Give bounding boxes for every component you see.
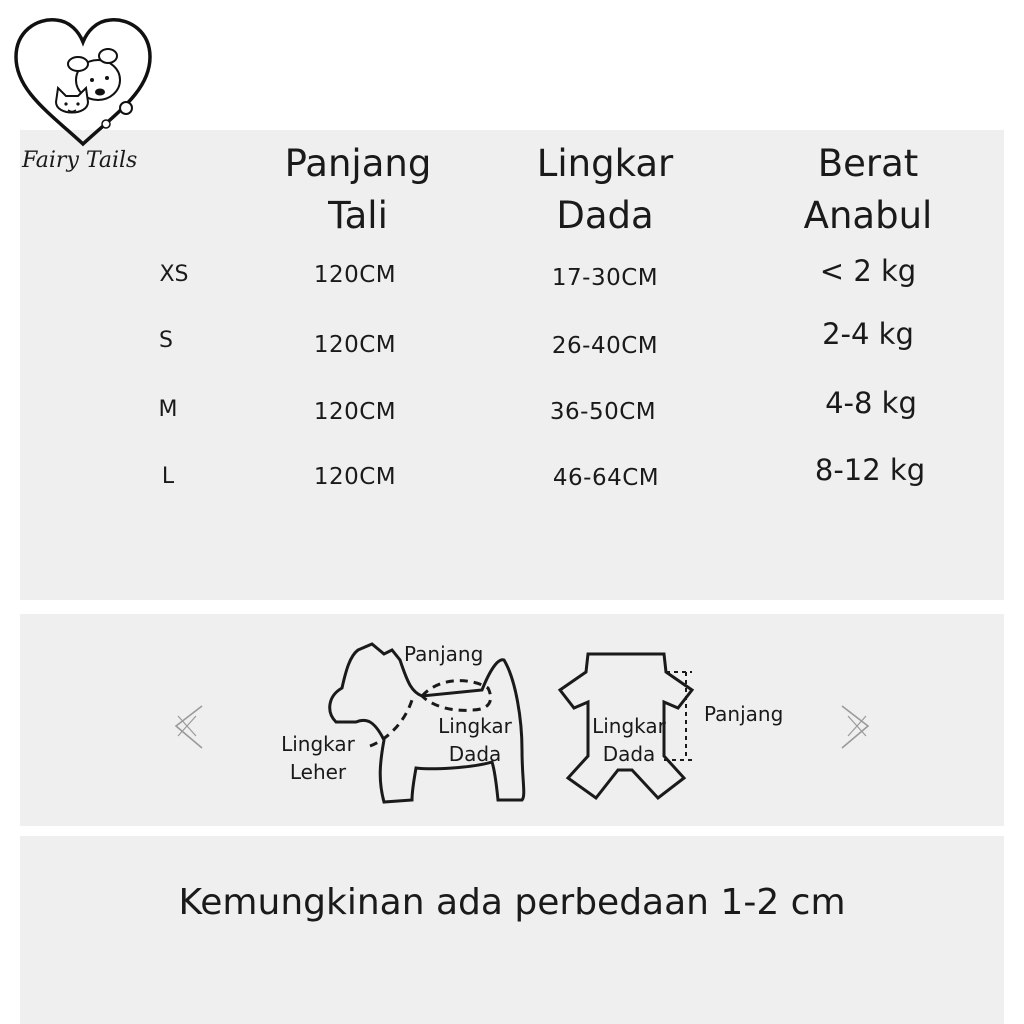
garment-chest-label-line2: Dada	[602, 742, 656, 766]
chest-value: 36-50CM	[549, 399, 657, 425]
heart-dog-cat-logo-icon	[8, 12, 158, 152]
size-label: M	[158, 397, 178, 422]
dog-neck-label	[276, 730, 360, 786]
dog-chest-label	[432, 712, 518, 768]
header-chest	[485, 138, 725, 242]
weight-value: < 2 kg	[819, 254, 917, 288]
header-weight-line2: Anabul	[803, 194, 933, 237]
weight-value: 4-8 kg	[825, 386, 917, 420]
chevron-left-icon[interactable]	[168, 702, 208, 752]
chest-value: 46-64CM	[552, 465, 660, 491]
header-length	[238, 138, 478, 242]
dog-length-label: Panjang	[404, 642, 484, 666]
chest-value: 17-30CM	[551, 265, 659, 291]
brand-logo	[8, 12, 158, 182]
garment-length-label: Panjang	[704, 702, 784, 726]
length-value: 120CM	[313, 464, 397, 490]
dog-neck-label-line1: Lingkar	[281, 732, 355, 756]
brand-name: Fairy Tails	[22, 148, 138, 173]
weight-value: 2-4 kg	[822, 317, 914, 351]
dog-chest-label-line1: Lingkar	[438, 714, 512, 738]
header-weight	[748, 138, 988, 242]
length-value: 120CM	[313, 262, 397, 288]
size-label: L	[161, 464, 175, 489]
length-value: 120CM	[313, 332, 397, 358]
measurement-note: Kemungkinan ada perbedaan 1-2 cm	[178, 882, 846, 923]
header-length-line2: Tali	[328, 194, 388, 237]
chevron-right-icon[interactable]	[836, 702, 876, 752]
dog-chest-label-line2: Dada	[448, 742, 502, 766]
chest-value: 26-40CM	[551, 333, 659, 359]
length-value: 120CM	[313, 399, 397, 425]
garment-chest-label	[586, 712, 672, 768]
header-chest-line2: Dada	[556, 194, 654, 237]
note-panel	[20, 836, 1004, 1024]
weight-value: 8-12 kg	[814, 453, 926, 487]
header-weight-line1: Berat	[817, 142, 919, 185]
garment-chest-label-line1: Lingkar	[592, 714, 666, 738]
header-length-line1: Panjang	[284, 142, 432, 185]
header-chest-line1: Lingkar	[536, 142, 674, 185]
dog-neck-label-line2: Leher	[289, 760, 347, 784]
size-label: S	[159, 328, 173, 353]
size-label: XS	[159, 262, 189, 287]
